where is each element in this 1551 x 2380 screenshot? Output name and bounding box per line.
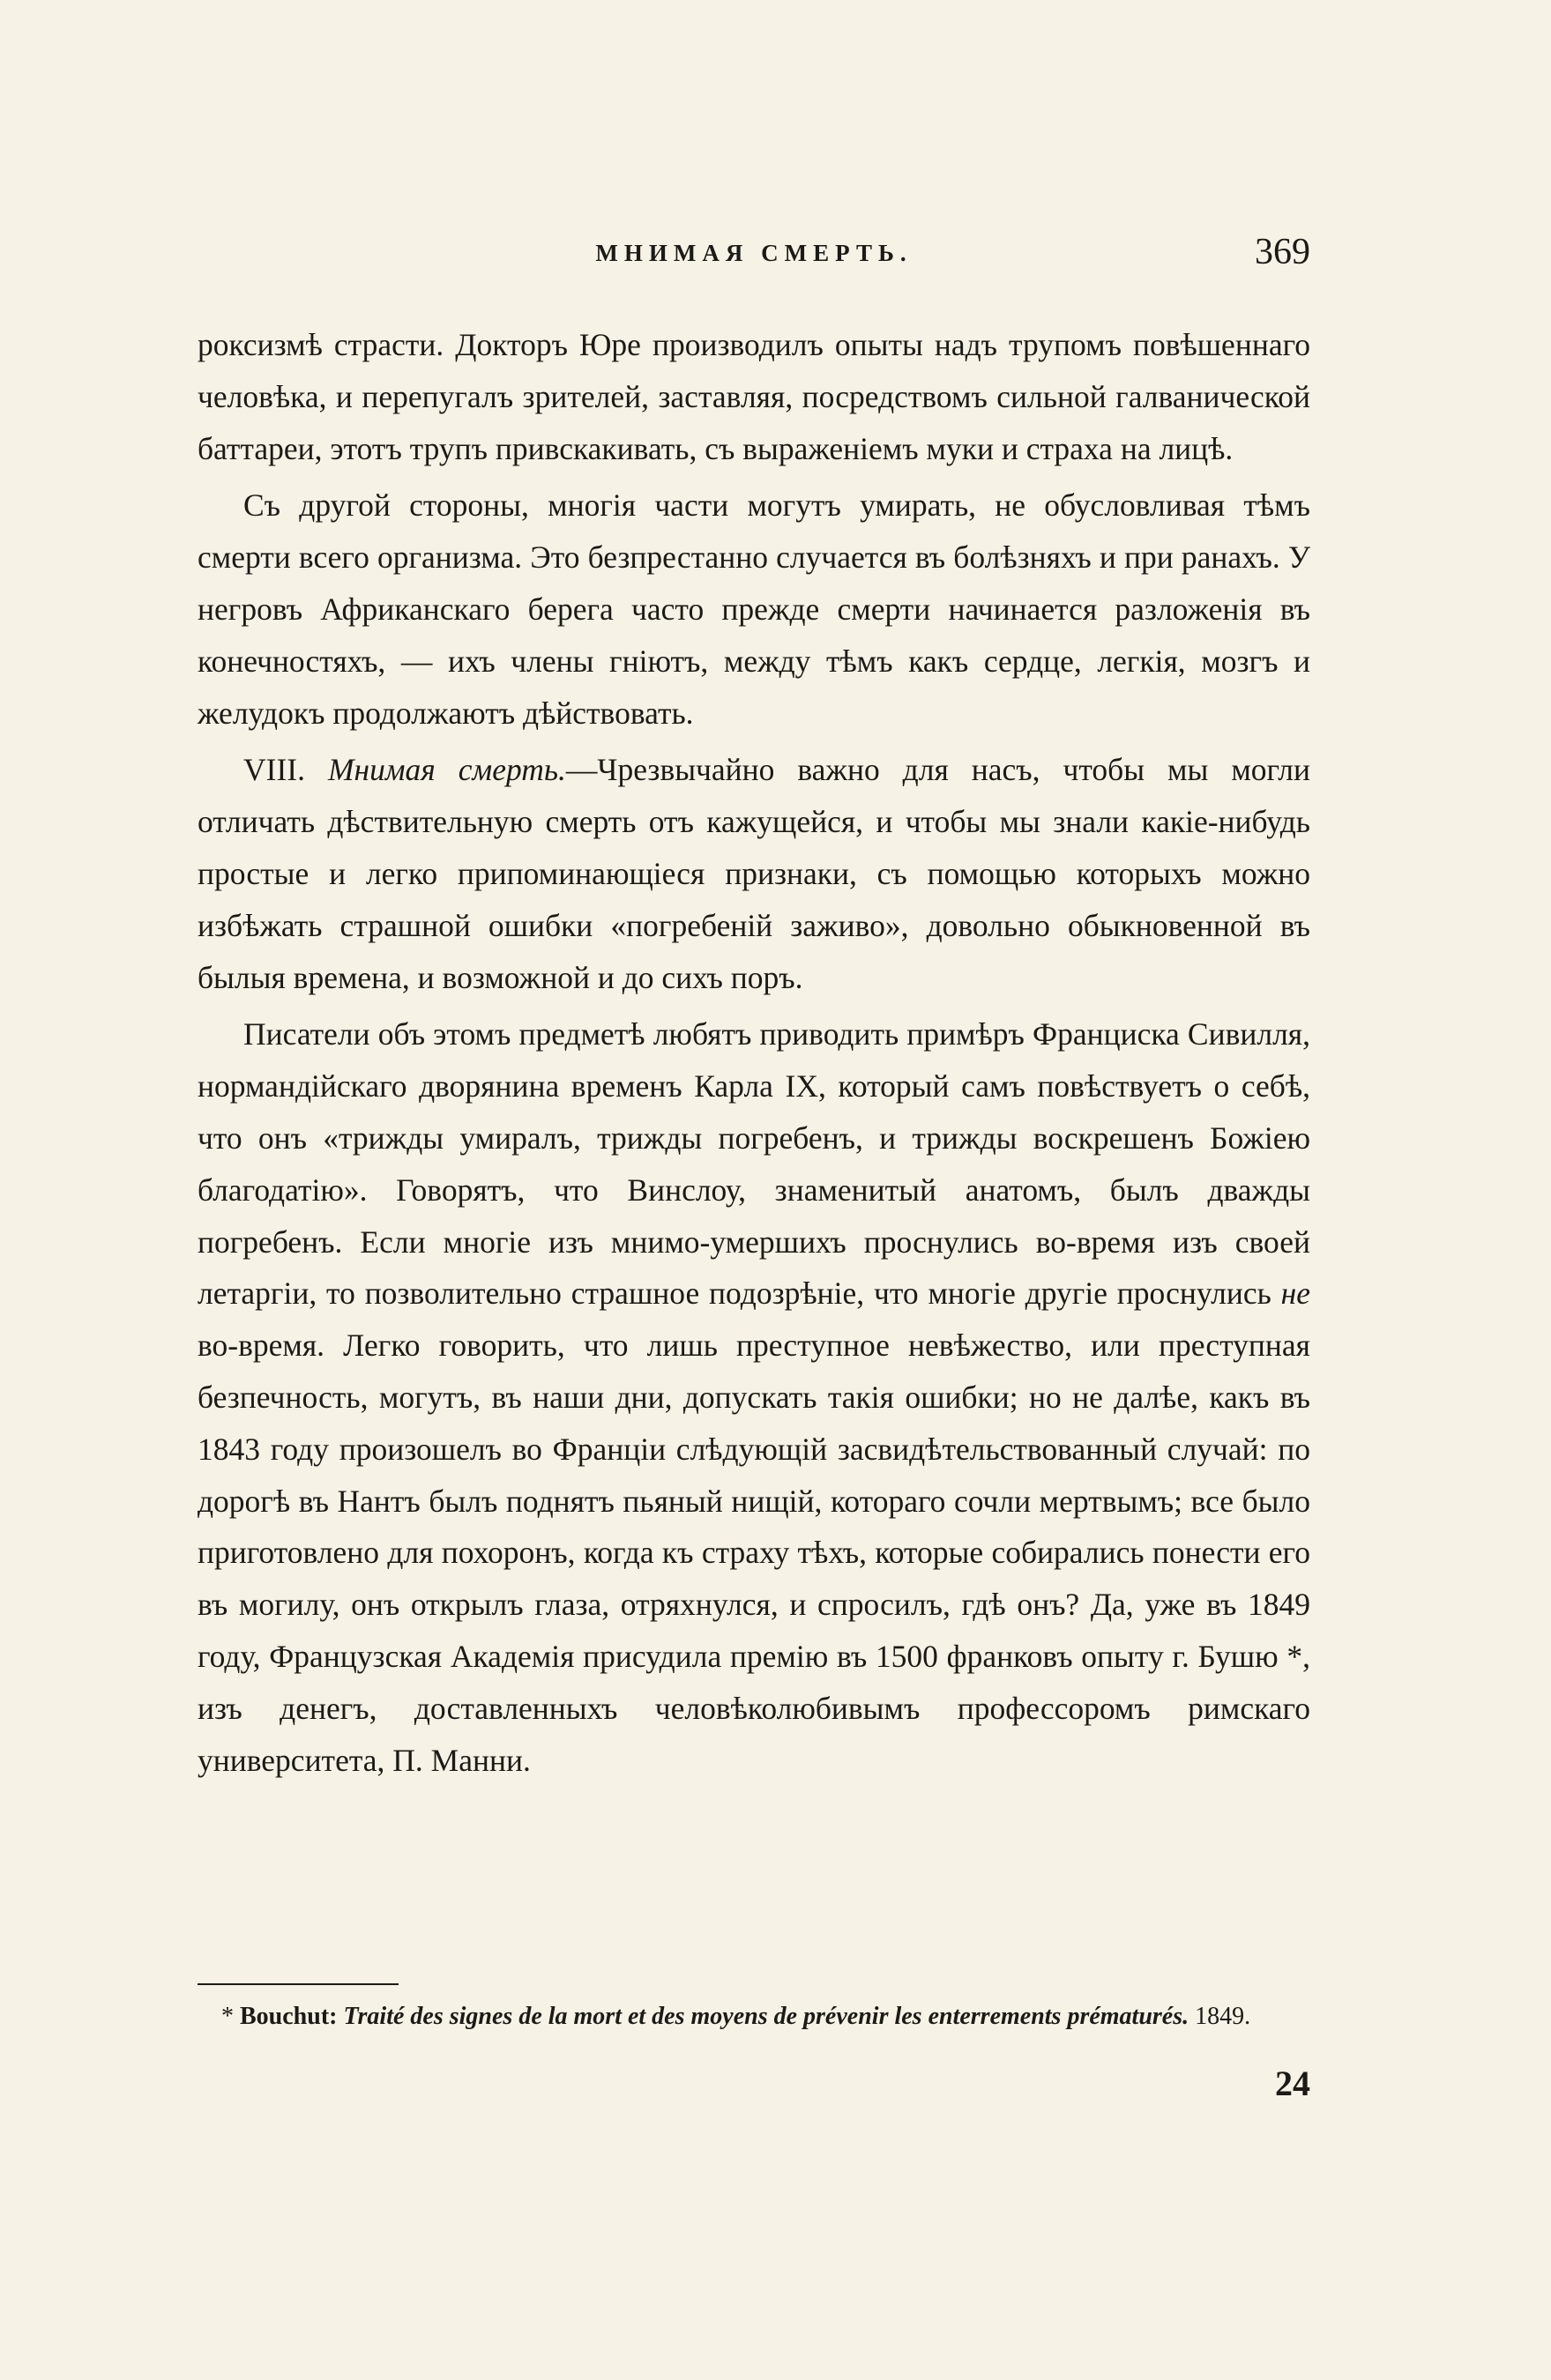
paragraph: роксизмѣ страсти. Докторъ Юре производилъ опыты надъ трупомъ повѣшеннаго человѣка, и перепугалъ зрителей, заставляя, посредствомъ сильной галванической баттареи, этотъ трупъ привскакивать, съ выраженіемъ муки и страха на лицѣ. <box>198 327 1310 466</box>
section-text: —Чрезвычайно важно для насъ, чтобы мы могли отличать дѣствительную смерть отъ кажущейся, и чтобы мы знали какіе-нибудь простые и легко припоминающіеся признаки, съ помощью которыхъ можно избѣжать страшной ошибки «погребеній заживо», довольно обыкновенной въ былыя времена, и возможной и до сихъ поръ. <box>198 752 1310 995</box>
footnote-year: 1849. <box>1195 2003 1251 2030</box>
footnote-rule <box>198 1983 399 1985</box>
running-head <box>198 231 1310 280</box>
section-number: VIII. <box>243 752 305 788</box>
section-paragraph <box>198 744 1310 1003</box>
running-title: МНИМАЯ СМЕРТЬ. <box>595 240 913 266</box>
footnote <box>198 1997 1310 2037</box>
signature-mark: 24 <box>1275 2064 1310 2103</box>
emphasis: не <box>1280 1276 1310 1312</box>
paragraph-text: во-время. Легко говорить, что лишь преступное невѣжество, или преступная безпечность, могутъ, въ наши дни, допускать такія ошибки; но не далѣе, какъ въ 1843 году произошелъ во Франціи слѣдующій засвидѣтельствованный случай: по дорогѣ въ Нантъ былъ поднятъ пьяный нищій, котораго сочли мертвымъ; все было приготовлено для похоронъ, когда къ страху тѣхъ, которые собирались понести его въ могилу, онъ открылъ глаза, отряхнулся, и спросилъ, гдѣ онъ? Да, уже въ 1849 году, Французская Академія присудила премію въ 1500 франковъ опыту г. Бушю *, изъ денегъ, доставленныхъ человѣколюбивымъ профессоромъ римскаго университета, П. Манни. <box>198 1328 1310 1778</box>
page-number: 369 <box>1255 232 1310 272</box>
paragraph: Съ другой стороны, многія части могутъ умирать, не обусловливая тѣмъ смерти всего организма. Это безпрестанно случается въ болѣзняхъ и при ранахъ. У негровъ Африканскаго берега часто прежде смерти начинается разложенія въ конечностяхъ, — ихъ члены гніютъ, между тѣмъ какъ сердце, легкія, мозгъ и желудокъ продолжаютъ дѣйствовать. <box>198 487 1310 731</box>
paragraph-text: Писатели объ этомъ предметѣ любятъ приводить примѣръ Франциска Сивилля, нормандійскаго дворянина временъ Карла IX, который самъ повѣствуетъ о себѣ, что онъ «трижды умиралъ, трижды погребенъ, и трижды воскрешенъ Божіею благодатію». Говорятъ, что Винслоу, знаменитый анатомъ, былъ дважды погребенъ. Если многіе изъ мнимо-умершихъ проснулись во-время изъ своей летаргіи, то позволительно страшное подозрѣніе, что многіе другіе проснулись <box>198 1016 1310 1312</box>
section-title: Мнимая смерть. <box>327 752 566 788</box>
paragraph <box>198 1008 1310 1786</box>
body-text <box>198 319 1310 1791</box>
footnote-author: Bouchut: <box>240 2003 338 2030</box>
footnote-mark: * <box>221 2003 234 2030</box>
footnote-title: Traité des signes de la mort et des moyens de prévenir les enterrements prématurés. <box>343 2003 1189 2030</box>
